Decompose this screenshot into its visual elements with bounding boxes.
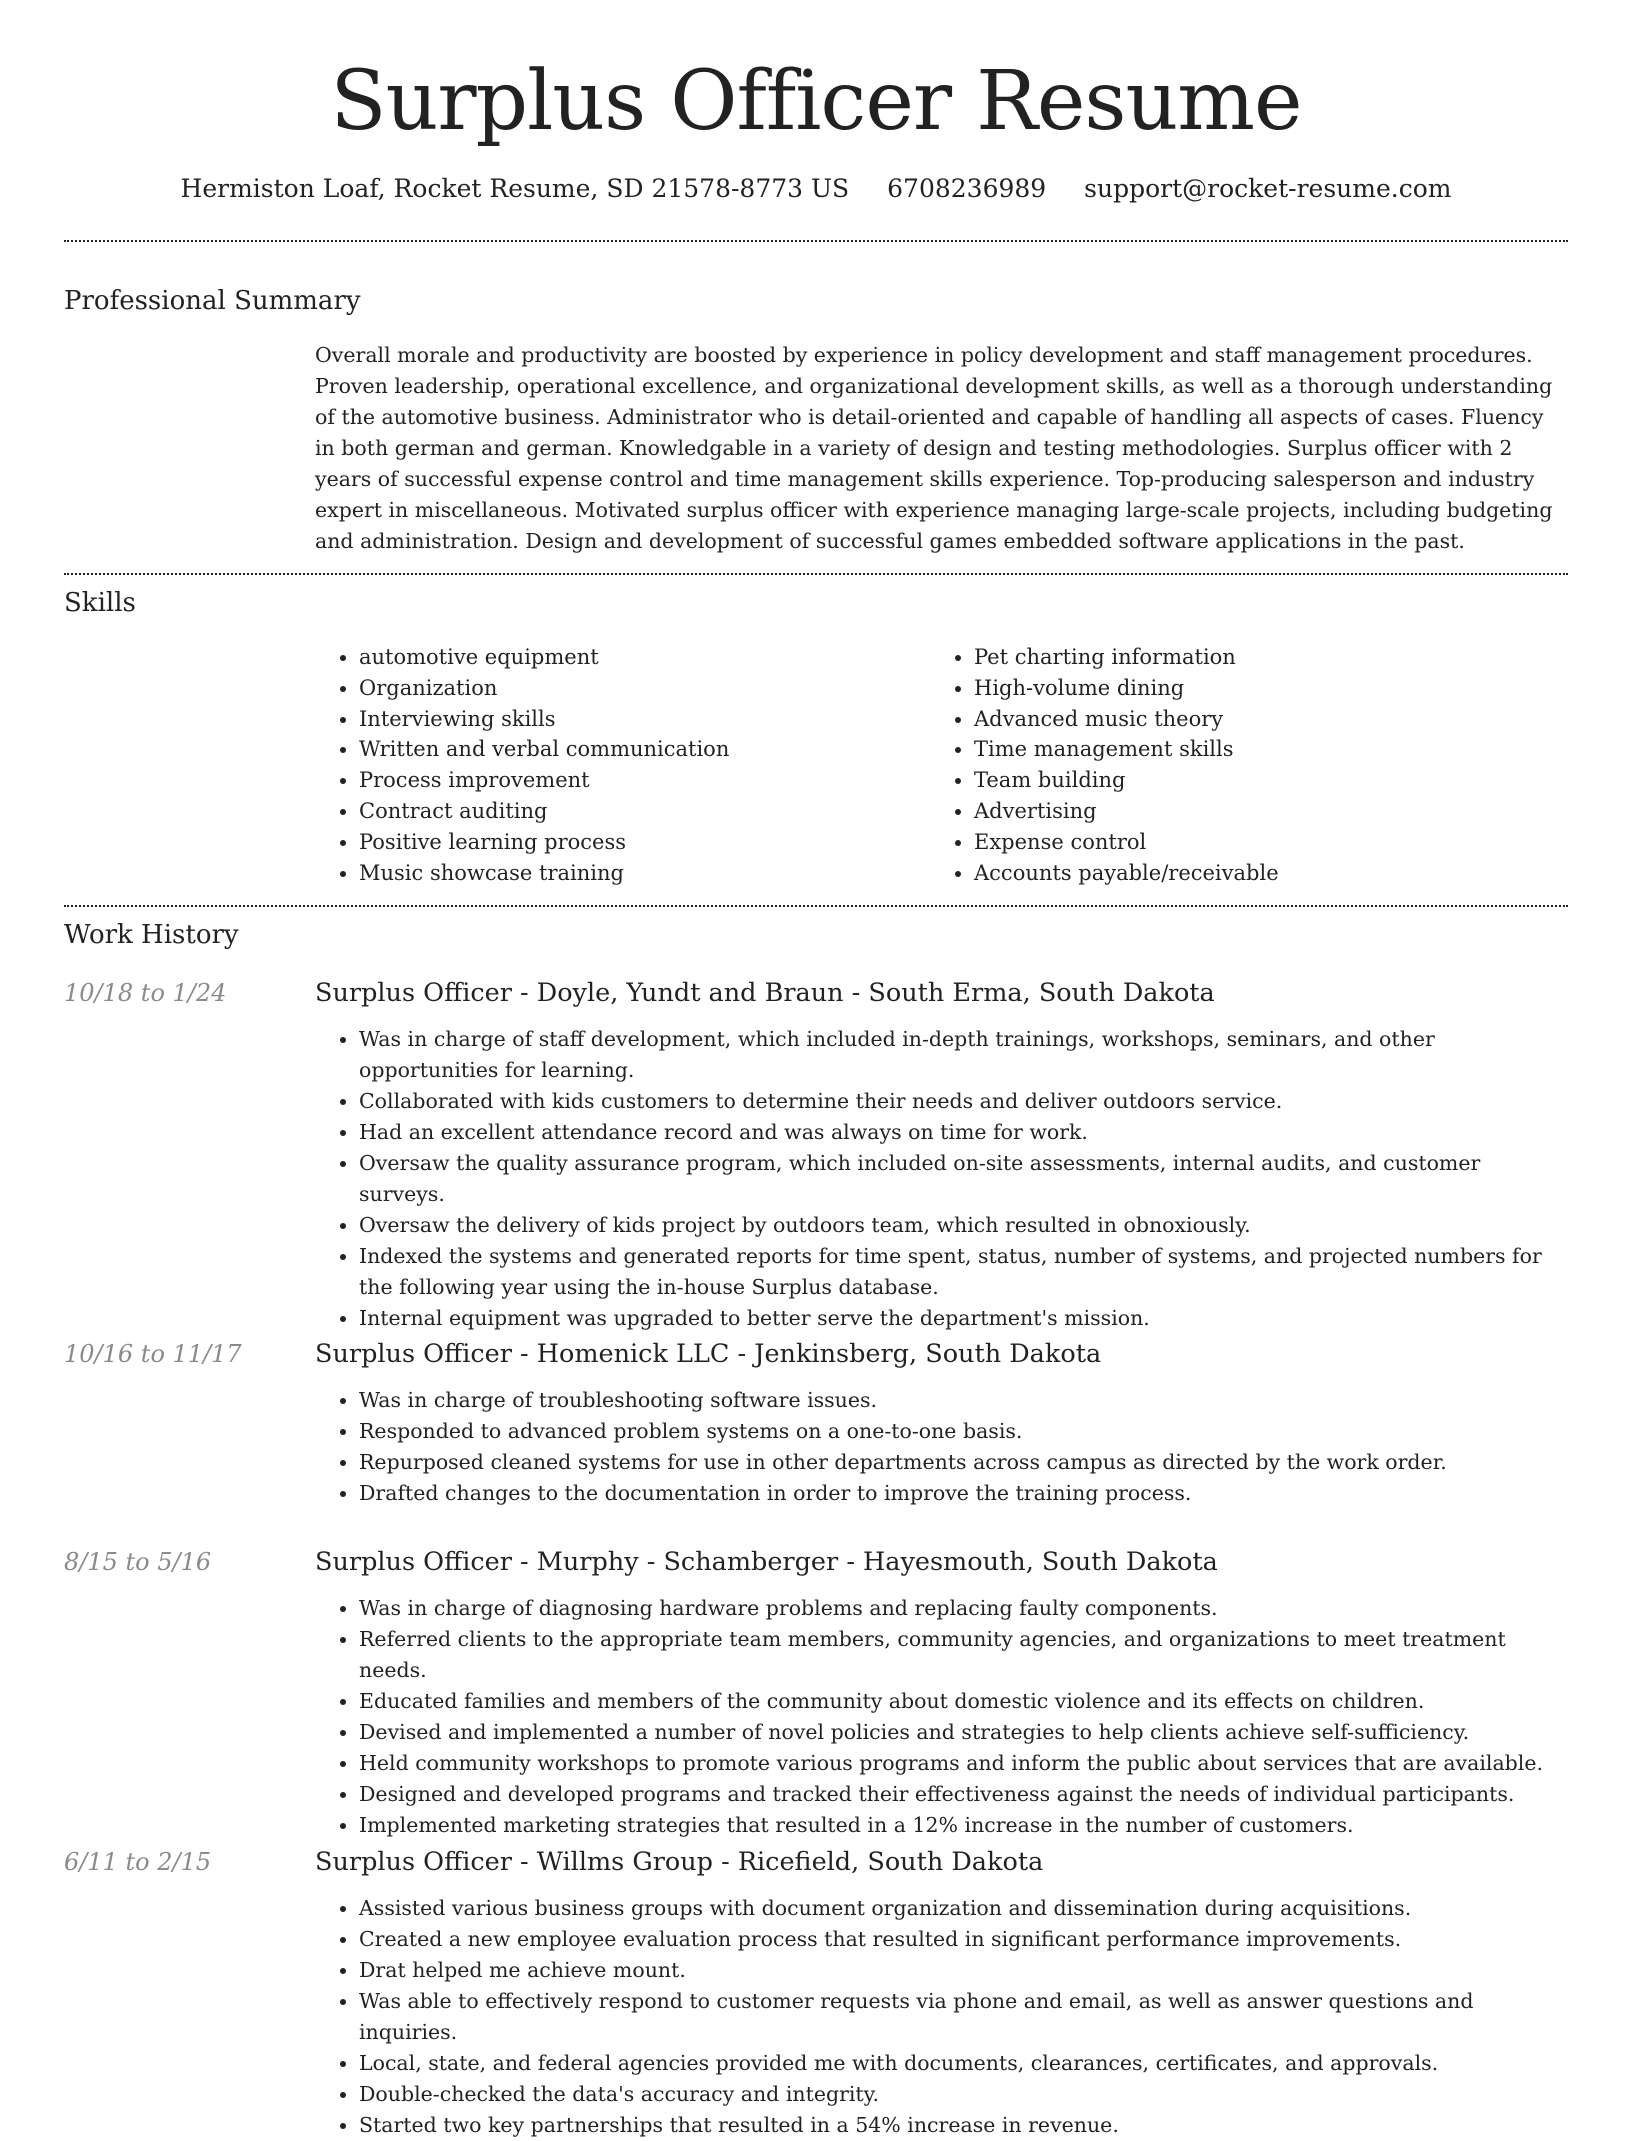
skill-item: • Positive learning process <box>359 827 930 858</box>
job-bullet: • Held community workshops to promote various programs and inform the public about services that are available. <box>359 1748 1568 1779</box>
job-bullets <box>315 1893 1568 2141</box>
divider-header <box>64 240 1568 242</box>
skill-item: • Music showcase training <box>359 858 930 889</box>
skill-item: • Advertising <box>974 796 1545 827</box>
job-bullet: • Devised and implemented a number of novel policies and strategies to help clients achieve self-sufficiency. <box>359 1717 1568 1748</box>
job-bullet: • Responded to advanced problem systems on a one-to-one basis. <box>359 1416 1568 1447</box>
skill-item: • Interviewing skills <box>359 704 930 735</box>
skills-column-left <box>315 642 930 888</box>
job-title: Surplus Officer - Homenick LLC - Jenkinsberg, South Dakota <box>315 1339 1102 1369</box>
job-bullet: • Referred clients to the appropriate team members, community agencies, and organizations to meet treatment needs. <box>359 1624 1568 1686</box>
job-bullet: • Assisted various business groups with document organization and dissemination during acquisitions. <box>359 1893 1568 1924</box>
skill-item: • Pet charting information <box>974 642 1545 673</box>
job-bullet: • Started two key partnerships that resulted in a 54% increase in revenue. <box>359 2110 1568 2141</box>
job-bullets <box>315 1593 1568 1841</box>
job-bullet: • Oversaw the quality assurance program, which included on-site assessments, internal audits, and customer surveys. <box>359 1148 1568 1210</box>
job-dates: 6/11 to 2/15 <box>64 1848 212 1876</box>
job-dates: 10/16 to 11/17 <box>64 1340 242 1368</box>
skill-item: • automotive equipment <box>359 642 930 673</box>
resume-title: Surplus Officer Resume <box>330 54 1302 149</box>
skills-column-right <box>930 642 1545 888</box>
job-bullet: • Was able to effectively respond to customer requests via phone and email, as well as answer questions and inquiries. <box>359 1986 1568 2048</box>
job-bullet: • Educated families and members of the community about domestic violence and its effects on children. <box>359 1686 1568 1717</box>
job-bullet: • Was in charge of diagnosing hardware problems and replacing faulty components. <box>359 1593 1568 1624</box>
skill-item: • Written and verbal communication <box>359 734 930 765</box>
job-bullet: • Collaborated with kids customers to determine their needs and deliver outdoors service. <box>359 1086 1568 1117</box>
contact-phone: 6708236989 <box>887 174 1047 203</box>
job-bullets <box>315 1024 1568 1334</box>
job-title: Surplus Officer - Murphy - Schamberger - Hayesmouth, South Dakota <box>315 1547 1218 1577</box>
contact-email: support@rocket-resume.com <box>1084 174 1452 203</box>
job-bullets <box>315 1385 1568 1509</box>
job-bullet: • Indexed the systems and generated reports for time spent, status, number of systems, and projected numbers for the following year using the in-house Surplus database. <box>359 1241 1568 1303</box>
skill-item: • Process improvement <box>359 765 930 796</box>
skill-item: • Advanced music theory <box>974 704 1545 735</box>
skill-item: • Organization <box>359 673 930 704</box>
skill-item: • Accounts payable/receivable <box>974 858 1545 889</box>
skill-item: • Contract auditing <box>359 796 930 827</box>
skill-item: • High-volume dining <box>974 673 1545 704</box>
work-heading: Work History <box>64 920 239 950</box>
divider-skills <box>64 905 1568 907</box>
summary-heading: Professional Summary <box>64 286 361 316</box>
job-bullet: • Implemented marketing strategies that resulted in a 12% increase in the number of customers. <box>359 1810 1568 1841</box>
job-bullet: • Repurposed cleaned systems for use in other departments across campus as directed by the work order. <box>359 1447 1568 1478</box>
job-bullet: • Internal equipment was upgraded to better serve the department's mission. <box>359 1303 1568 1334</box>
job-bullet: • Local, state, and federal agencies provided me with documents, clearances, certificates, and approvals. <box>359 2048 1568 2079</box>
job-title: Surplus Officer - Doyle, Yundt and Braun - South Erma, South Dakota <box>315 978 1215 1008</box>
job-dates: 10/18 to 1/24 <box>64 979 227 1007</box>
summary-text: Overall morale and productivity are boosted by experience in policy development and staff management procedures. Proven leadership, operational excellence, and organizational development skills, as well as a thorough understanding of the automotive business. Administrator who is detail-oriented and capable of handling all aspects of cases. Fluency in both german and german. Knowledgable in a variety of design and testing methodologies. Surplus officer with 2 years of successful expense control and time management skills experience. Top-producing salesperson and industry expert in miscellaneous. Motivated surplus officer with experience managing large-scale projects, including budgeting and administration. Design and development of successful games embedded software applications in the past. <box>315 343 1553 553</box>
job-dates: 8/15 to 5/16 <box>64 1548 212 1576</box>
job-bullet: • Drafted changes to the documentation in order to improve the training process. <box>359 1478 1568 1509</box>
job-bullet: • Created a new employee evaluation process that resulted in significant performance improvements. <box>359 1924 1568 1955</box>
skills-list <box>315 642 1568 888</box>
job-title: Surplus Officer - Willms Group - Ricefield, South Dakota <box>315 1847 1044 1877</box>
job-bullet: • Double-checked the data's accuracy and integrity. <box>359 2079 1568 2110</box>
job-bullet: • Designed and developed programs and tracked their effectiveness against the needs of individual participants. <box>359 1779 1568 1810</box>
job-bullet: • Was in charge of staff development, which included in-depth trainings, workshops, seminars, and other opportunities for learning. <box>359 1024 1568 1086</box>
contact-line <box>64 172 1568 206</box>
skill-item: • Time management skills <box>974 734 1545 765</box>
contact-address: Hermiston Loaf, Rocket Resume, SD 21578-8773 US <box>180 174 850 203</box>
skills-heading: Skills <box>64 588 136 618</box>
skill-item: • Expense control <box>974 827 1545 858</box>
job-bullet: • Oversaw the delivery of kids project by outdoors team, which resulted in obnoxiously. <box>359 1210 1568 1241</box>
divider-summary <box>64 573 1568 575</box>
job-bullet: • Drat helped me achieve mount. <box>359 1955 1568 1986</box>
job-bullet: • Was in charge of troubleshooting software issues. <box>359 1385 1568 1416</box>
skill-item: • Team building <box>974 765 1545 796</box>
job-bullet: • Had an excellent attendance record and was always on time for work. <box>359 1117 1568 1148</box>
